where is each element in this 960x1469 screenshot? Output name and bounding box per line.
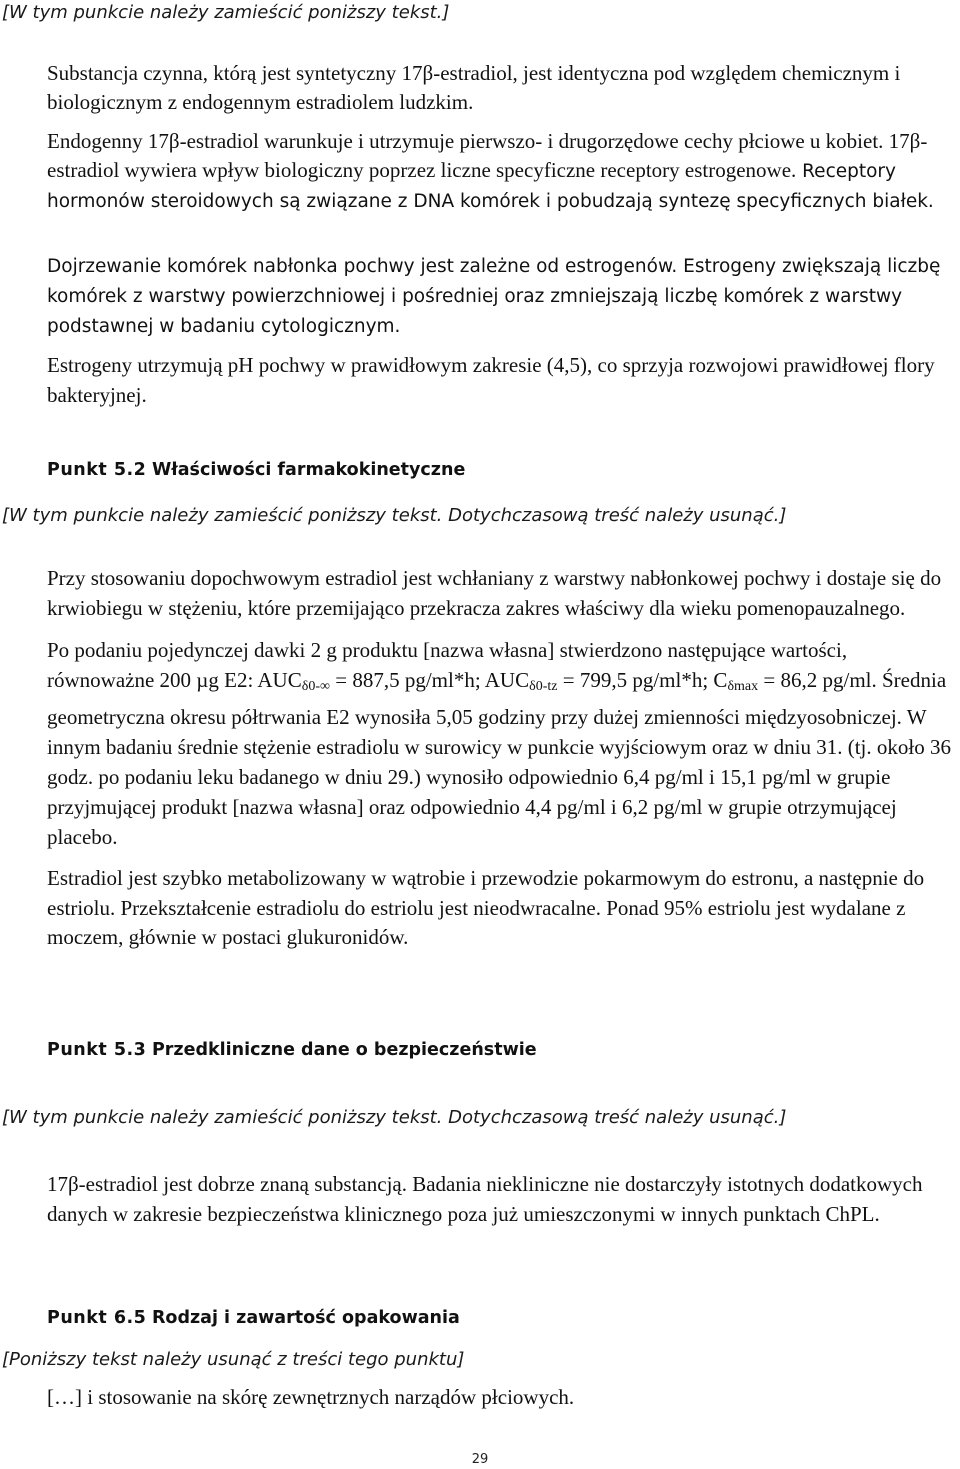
instruction-text: [Poniższy tekst należy usunąć z treści tego punktu] — [2, 1349, 465, 1370]
paragraph — [47, 635, 959, 852]
instruction-text: [W tym punkcie należy zamieścić poniższy tekst.] — [2, 2, 450, 23]
paragraph-text: = 887,5 pg/ml*h; AUC — [329, 668, 530, 692]
paragraph: 17β-estradiol jest dobrze znaną substancją. Badania niekliniczne nie dostarczyły istotnych dodatkowych danych w zakresie bezpieczeństwa klinicznego poza już umieszczonymi w innych punktach ChPL. — [47, 1172, 923, 1226]
paragraph — [47, 252, 957, 342]
paragraph: Estrogeny utrzymują pH pochwy w prawidłowym zakresie (4,5), co sprzyja rozwojowi prawidłowej flory bakteryjnej. — [47, 353, 935, 407]
section-5-1-body-3 — [47, 350, 957, 410]
section-heading-5-2 — [47, 460, 465, 480]
paragraph-sentence: Estrogeny zwiększają liczbę komórek z warstwy powierzchniowej i pośredniej oraz zmniejszają liczbę komórek z warstwy podstawnej w badaniu cytologicznym. — [47, 256, 941, 337]
section-6-5-body — [47, 1382, 957, 1413]
instruction-text: [W tym punkcie należy zamieścić poniższy tekst. Dotychczasową treść należy usunąć.] — [2, 505, 787, 526]
heading-title: 3 Przedkliniczne dane o bezpieczeństwie — [133, 1040, 537, 1060]
paragraph: […] i stosowanie na skórę zewnętrznych narządów płciowych. — [47, 1385, 575, 1409]
paragraph — [47, 127, 957, 216]
section-heading-6-5 — [47, 1308, 460, 1328]
paragraph: Przy stosowaniu dopochwowym estradiol jest wchłaniany z warstwy nabłonkowej pochwy i dostaje się do krwiobiegu w stężeniu, które przemijająco przekracza zakres właściwy dla wieku pomenopauzalnego. — [47, 566, 942, 620]
page-number: 29 — [471, 1452, 489, 1467]
subscript: δ0-tz — [529, 679, 558, 694]
paragraph-sentence: Endogenny 17β-estradiol warunkuje i utrzymuje pierwszo- i drugorzędowe cechy płciowe u kobiet. 17β-estradiol wywiera wpływ biologiczny poprzez liczne specyficzne receptory estrogenowe. — [47, 129, 928, 182]
heading-prefix: Punkt 5. — [47, 1040, 134, 1060]
instruction-text: [W tym punkcie należy zamieścić poniższy tekst. Dotychczasową treść należy usunąć.] — [2, 1107, 787, 1128]
paragraph: Estradiol jest szybko metabolizowany w wątrobie i przewodzie pokarmowym do estronu, a następnie do estriolu. Przekształcenie estradiolu do estriolu jest nieodwracalne. Ponad 95% estriolu jest wydalane z moczem, głównie w postaci glukuronidów. — [47, 866, 925, 949]
section-5-1-body — [47, 59, 957, 216]
section-5-1-body-2 — [47, 252, 957, 352]
heading-title: 2 Właściwości farmakokinetyczne — [133, 460, 466, 480]
paragraph: Substancja czynna, którą jest syntetyczny 17β-estradiol, jest identyczna pod względem chemicznym i biologicznym z endogennym estradiolem ludzkim. — [47, 61, 901, 114]
section-5-3-body — [47, 1170, 957, 1229]
paragraph-sentence: Dojrzewanie komórek nabłonka pochwy jest zależne od estrogenów. — [47, 256, 678, 277]
paragraph-text: = 86,2 pg/ml. Średnia geometryczna okresu półtrwania E2 wynosiła 5,05 godziny przy dużej zmienności międzyosobniczej. W innym badaniu średnie stężenie estradiolu w surowicy w punkcie wyjściowym oraz w dniu 31. (tj. około 36 godz. po podaniu leku badanego w dniu 29.) wynosiło odpowiednio 6,4 pg/ml i 15,1 pg/ml w grupie przyjmującej produkt [nazwa własna] oraz odpowiednio 4,4 pg/ml i 6,2 pg/ml w grupie otrzymującej placebo. — [47, 668, 951, 849]
paragraph-text: Po podaniu pojedynczej dawki 2 g produktu [nazwa własna] stwierdzono następujące wartości, równoważne 200 µg E2: AUC — [47, 638, 848, 692]
subscript: δmax — [727, 679, 759, 694]
heading-prefix: Punkt 5. — [47, 460, 134, 480]
section-5-2-body — [47, 564, 959, 953]
subscript: δ0-∞ — [301, 679, 330, 694]
heading-prefix: Punkt 6. — [47, 1308, 134, 1328]
paragraph-sentence: Receptory hormonów steroidowych są związane z DNA komórek i pobudzają syntezę specyficznych białek. — [47, 161, 934, 212]
heading-title: 5 Rodzaj i zawartość opakowania — [133, 1308, 460, 1328]
paragraph-text: = 799,5 pg/ml*h; C — [557, 668, 728, 692]
section-heading-5-3 — [47, 1040, 537, 1060]
